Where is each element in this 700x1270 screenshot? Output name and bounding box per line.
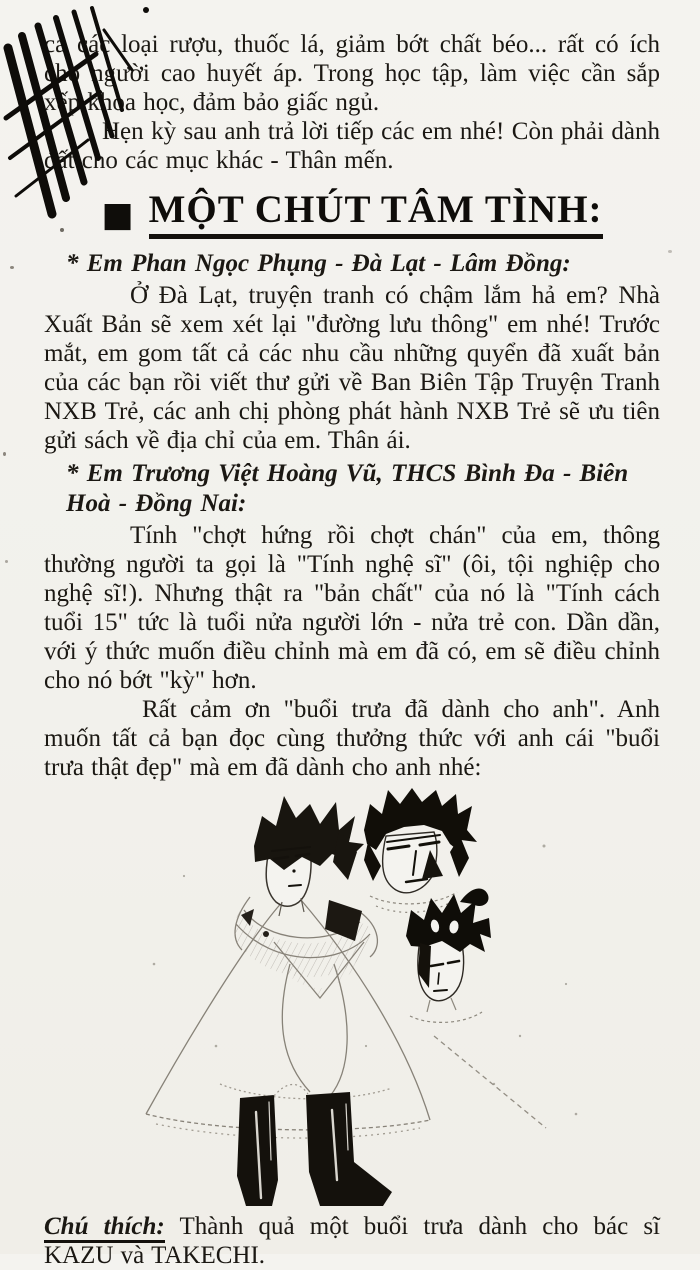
reader-letter-header-2: * Em Trương Việt Hoàng Vũ, THCS Bình Đa - Biên Hoà - Đồng Nai:	[66, 460, 629, 517]
fan-art-illustration	[44, 784, 660, 1208]
square-bullet-icon: ■	[101, 195, 134, 235]
reader-letter-reply-1: Ở Đà Lạt, truyện tranh có chậm lắm hả em? Nhà Xuất Bản sẽ xem xét lại "đường lưu thông" em nhé! Trước mắt, em gom tất cả các nhu cầu những quyển đã xuất bản của các bạn rồi viết thư gửi về Ban Biên Tập Truyện Tranh NXB Trẻ, các anh chị phòng phát hành NXB Trẻ sẽ ưu tiên gửi sách về địa chỉ của em. Thân ái.	[44, 282, 660, 454]
reader-letter-reply-2b: Rất cảm ơn "buổi trưa đã dành cho anh". Anh muốn tất cả bạn đọc cùng thưởng thức với anh cái "buổi trưa thật đẹp" mà em đã dành cho anh nhé:	[44, 696, 660, 781]
caption-text: Thành quả một buổi trưa dành cho bác sĩ	[164, 1213, 660, 1240]
section-heading	[44, 187, 660, 239]
reader-letter-reply-2a: Tính "chợt hứng rồi chợt chán" của em, thông thường người ta gọi là "Tính nghệ sĩ" (ôi, tội nghiệp cho nghệ sĩ!). Nhưng thật ra "bản chất" của nó là "Tính cách tuổi 15" tức là tuổi nửa người lớn - nửa trẻ con. Dần dần, với ý thức muốn điều chỉnh mà em đã có, em sẽ điều chỉnh cho nó bớt "kỳ" hơn.	[44, 522, 660, 694]
scan-speck	[10, 266, 14, 269]
intro-paragraph-continuation: cả các loại rượu, thuốc lá, giảm bớt chất béo... rất có ích cho người cao huyết áp. Trong học tập, làm việc cần sắp xếp khoa học, đảm bảo giấc ngủ.	[44, 31, 660, 116]
intro-paragraph-signoff: Hẹn kỳ sau anh trả lời tiếp các em nhé! Còn phải dành đất cho các mục khác - Thân mến.	[44, 118, 660, 174]
section-title: MỘT CHÚT TÂM TÌNH:	[149, 187, 603, 239]
scan-speck	[668, 250, 672, 253]
caption-line-2: KAZU và TAKECHI.	[44, 1242, 266, 1269]
manga-sketch-drawing	[124, 784, 594, 1208]
caption-label: Chú thích:	[44, 1213, 165, 1243]
illustration-caption	[44, 1212, 660, 1270]
scan-speck	[5, 560, 8, 563]
caption-line-1	[44, 1212, 660, 1241]
scan-speck	[3, 452, 6, 456]
reader-letter-header-1: * Em Phan Ngọc Phụng - Đà Lạt - Lâm Đồng:	[66, 250, 571, 277]
